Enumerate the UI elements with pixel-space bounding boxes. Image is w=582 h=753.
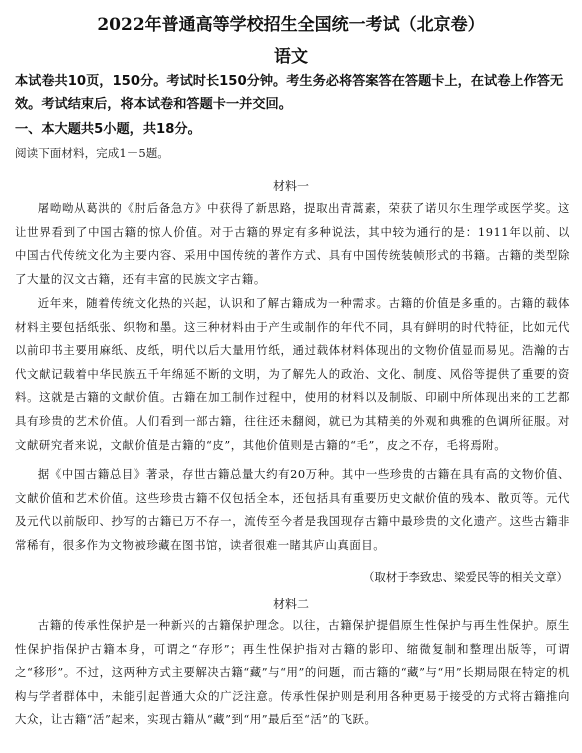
reading-instruction: 阅读下面材料，完成1－5题。: [15, 146, 169, 160]
material-one-source: （取材于李致忠、梁爱民等的相关文章）: [362, 570, 568, 584]
material-one-heading: 材料一: [272, 179, 309, 193]
material-one-paragraph-1: 屠呦呦从葛洪的《肘后备急方》中获得了新思路，提取出青蒿素，荣获了诺贝尔生理学或医学奖。这让世界看到了中国古籍的惊人价值。对于古籍的界定有多种说法，其中较为通行的是：1911年以前、以中国古代传统文化为主要内容、采用中国传统的著作方式、具有中国传统装帧形式的书籍。古籍的类型除了大量的汉文古籍，还有丰富的民族文字古籍。: [15, 201, 570, 286]
section-title: 一、本大题共5小题，共18分。: [15, 122, 201, 137]
subject-title: 语文: [274, 47, 308, 67]
material-two-paragraph-1: 古籍的传承性保护是一种新兴的古籍保护理念。以往，古籍保护提倡原生性保护与再生性保护。原生性保护指保护古籍本身，可谓之“存形”；再生性保护指对古籍的影印、缩微复制和整理出版等，可谓之“移形”。不过，这两种方式主要解决古籍“藏”与“用”的问题，而古籍的“藏”与“用”长期局限在特定的机构与学者群体中，未能引起普通大众的广泛注意。传承性保护则是利用各种更易于接受的方式将古籍推向大众，让古籍“活”起来，实现古籍从“藏”到“用”最后至“活”的飞跃。: [15, 618, 570, 727]
exam-title: 2022年普通高等学校招生全国统一考试（北京卷）: [97, 15, 485, 35]
material-one-paragraph-2: 近年来，随着传统文化热的兴起，认识和了解古籍成为一种需求。古籍的价值是多重的。古籍的载体材料主要包括纸张、织物和墨。这三种材料由于产生或制作的年代不同，具有鲜明的时代特征，比如元代以前印书主要用麻纸、皮纸，明代以后大量用竹纸，通过载体材料体现出的文物价值显而易见。浩瀚的古代文献记载着中华民族五千年绵延不断的文明，为了解先人的政治、文化、制度、风俗等提供了重要的资料。这就是古籍的文献价值。古籍在加工制作过程中，使用的材料以及制版、印刷中所体现出来的工艺都具有珍贵的艺术价值。人们看到一部古籍，往往还未翻阅，就已为其精美的外观和典雅的色调所征服。对文献研究者来说，文献价值是古籍的“皮”，其他价值则是古籍的“毛”，皮之不存，毛将焉附。: [15, 296, 570, 452]
exam-notice: 本试卷共10页，150分。考试时长150分钟。考生务必将答案答在答题卡上，在试卷上作答无效。考试结束后，将本试卷和答题卡一并交回。: [15, 74, 564, 112]
material-two-heading: 材料二: [272, 597, 309, 611]
material-one-paragraph-3: 据《中国古籍总目》著录，存世古籍总量大约有20万种。其中一些珍贵的古籍在具有高的文物价值、文献价值和艺术价值。这些珍贵古籍不仅包括全本，还包括具有重要历史文献价值的残本、散页等。元代及元代以前版印、抄写的古籍已万不存一，流传至今者是我国现存古籍中最珍贵的文化遗产。这些古籍非常稀有，很多作为文物被珍藏在图书馆，读者很难一睹其庐山真面目。: [15, 467, 570, 552]
